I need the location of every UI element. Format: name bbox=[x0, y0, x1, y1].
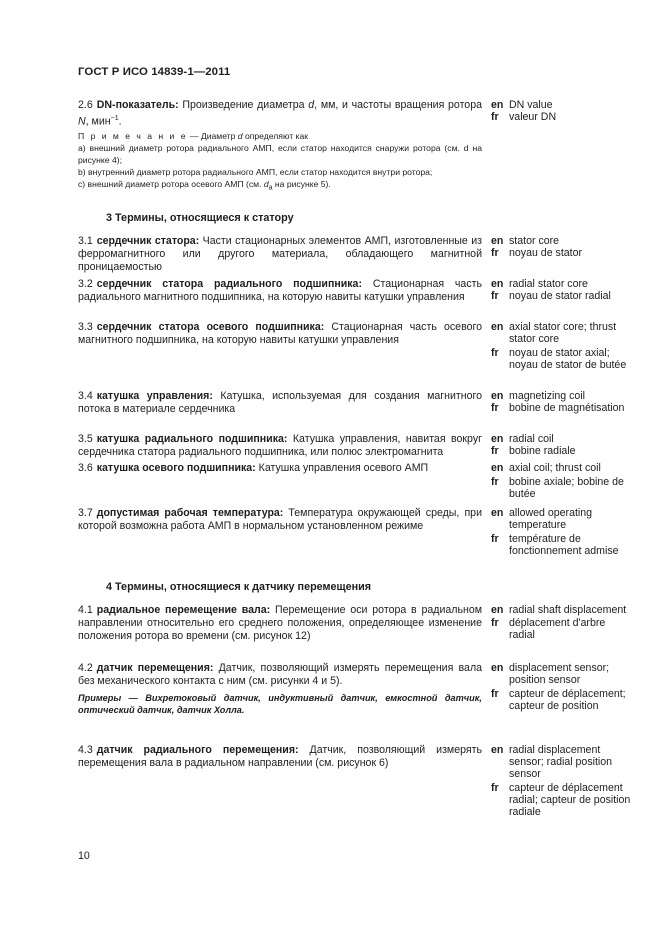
lang-3-4 bbox=[491, 390, 631, 414]
lang-code-fr: fr bbox=[491, 782, 499, 794]
lang-4-1 bbox=[491, 604, 631, 641]
lang-code-fr: fr bbox=[491, 533, 499, 545]
section-3-heading: 3 Термины, относящиеся к статору bbox=[106, 212, 294, 224]
entry-definition: Катушка управления осевого АМП bbox=[255, 462, 429, 474]
lang-code-en: en bbox=[491, 507, 504, 519]
section-4-heading: 4 Термины, относящиеся к датчику перемещения bbox=[106, 581, 372, 593]
term-en: DN value bbox=[509, 99, 553, 111]
term-en: axial coil; thrust coil bbox=[509, 462, 601, 474]
entry-number: 4.3 bbox=[78, 744, 93, 756]
lang-code-en: en bbox=[491, 390, 504, 402]
lang-code-en: en bbox=[491, 744, 504, 756]
term-en: radial coil bbox=[509, 433, 554, 445]
entry-term: сердечник статора: bbox=[96, 235, 200, 247]
term-en: radial shaft displacement bbox=[509, 604, 627, 616]
entry-term: датчик радиального перемещения: bbox=[96, 744, 299, 756]
term-fr: bobine axiale; bobine de butée bbox=[509, 476, 624, 500]
entry-definition: Перемещение оси ротора в радиальном направлении относительно его среднего положения, определяющее изменение положения ротора во времени (см. рисунок 12) bbox=[78, 604, 482, 642]
entry-term: катушка радиального подшипника: bbox=[96, 433, 288, 445]
term-fr: valeur DN bbox=[509, 111, 557, 123]
term-fr: température de fonctionnement admise bbox=[509, 533, 619, 557]
entry-number: 3.4 bbox=[78, 390, 93, 402]
entry-3-1 bbox=[78, 235, 482, 274]
term-en: radial displacement sensor; radial position sensor bbox=[509, 744, 613, 780]
var-N: N bbox=[78, 115, 86, 128]
entry-3-2 bbox=[78, 278, 482, 304]
note-item-b: b) внутренний диаметр ротора радиального АМП, если статор находится внутри ротора; bbox=[78, 167, 433, 177]
entry-number: 3.3 bbox=[78, 321, 93, 333]
entry-definition: Температура окружающей среды, при которой возможна работа АМП в нормальном установленном режиме bbox=[78, 507, 482, 532]
entry-number: 3.7 bbox=[78, 507, 93, 519]
term-en: magnetizing coil bbox=[509, 390, 585, 402]
entry-number: 4.2 bbox=[78, 662, 93, 674]
entry-term: допустимая рабочая температура: bbox=[96, 507, 284, 519]
entry-3-6 bbox=[78, 462, 482, 475]
lang-code-fr: fr bbox=[491, 445, 499, 457]
entry-term: радиальное перемещение вала: bbox=[96, 604, 271, 616]
entry-definition: Стационарная часть радиального магнитного подшипника, на которую навиты катушки управления bbox=[78, 278, 482, 303]
lang-code-fr: fr bbox=[491, 247, 499, 259]
entry-4-3 bbox=[78, 744, 482, 770]
term-en: displacement sensor; position sensor bbox=[509, 662, 610, 686]
lang-code-fr: fr bbox=[491, 290, 499, 302]
entry-4-1 bbox=[78, 604, 482, 643]
term-fr: bobine radiale bbox=[509, 445, 576, 457]
term-fr: bobine de magnétisation bbox=[509, 402, 625, 414]
entry-number: 2.6 bbox=[78, 99, 93, 111]
entry-3-5 bbox=[78, 433, 482, 459]
entry-definition: Датчик, позволяющий измерять перемещения вала без механического контакта с ним (см. рисунки 4 и 5). bbox=[78, 662, 483, 687]
lang-code-en: en bbox=[491, 433, 504, 445]
lang-code-fr: fr bbox=[491, 688, 499, 700]
entry-number: 3.5 bbox=[78, 433, 93, 445]
lang-4-2 bbox=[491, 662, 631, 712]
lang-3-7 bbox=[491, 507, 631, 557]
entry-3-7 bbox=[78, 507, 482, 533]
note-intro-end: определяют как bbox=[242, 131, 309, 141]
lang-3-6 bbox=[491, 462, 631, 500]
examples-4-2: Примеры — Вихретоковый датчик, индуктивный датчик, емкостной датчик, оптический датчик, датчик Холла. bbox=[78, 693, 482, 715]
lang-code-en: en bbox=[491, 462, 504, 474]
lang-3-1 bbox=[491, 235, 631, 259]
entry-4-2 bbox=[78, 662, 482, 688]
var-d: d bbox=[237, 131, 243, 141]
note-item-c-end: на рисунке 5). bbox=[272, 179, 331, 189]
entry-definition-end: . bbox=[118, 115, 122, 128]
note-intro: — Диаметр bbox=[187, 131, 238, 141]
note-item-a: a) внешний диаметр ротора радиального АМП, если статор находится снаружи ротора (см. d на рисунке 4); bbox=[78, 143, 482, 165]
entry-definition: Части стационарных элементов АМП, изготовленные из ферромагнитного или другого материала, обладающего магнитной проницаемостью bbox=[78, 235, 482, 273]
entry-definition: Катушка, используемая для создания магнитного потока в материале сердечника bbox=[78, 390, 482, 415]
lang-code-en: en bbox=[491, 662, 504, 674]
lang-2-6 bbox=[491, 99, 631, 123]
term-en: axial stator core; thrust stator core bbox=[509, 321, 617, 345]
entry-definition: Датчик, позволяющий измерять перемещения вала в радиальном направлении (см. рисунок 6) bbox=[78, 744, 482, 769]
term-fr: noyau de stator radial bbox=[509, 290, 611, 302]
entry-definition: Стационарная часть осевого магнитного подшипника, на которую навиты катушки управления bbox=[78, 321, 482, 346]
entry-term: датчик перемещения: bbox=[96, 662, 214, 674]
lang-code-en: en bbox=[491, 99, 504, 111]
var-d: d bbox=[308, 99, 315, 111]
term-fr: déplacement d'arbre radial bbox=[509, 617, 606, 641]
entry-number: 3.2 bbox=[78, 278, 93, 290]
term-fr: capteur de déplacement; capteur de position bbox=[509, 688, 626, 712]
entry-2-6 bbox=[78, 99, 482, 129]
lang-code-en: en bbox=[491, 321, 504, 333]
term-en: stator core bbox=[509, 235, 560, 247]
lang-code-fr: fr bbox=[491, 402, 499, 414]
entry-number: 3.6 bbox=[78, 462, 93, 474]
entry-number: 3.1 bbox=[78, 235, 93, 247]
lang-code-en: en bbox=[491, 235, 504, 247]
subscript: a bbox=[268, 184, 273, 192]
superscript: −1 bbox=[110, 115, 119, 122]
entry-definition: Катушка управления, навитая вокруг сердечника статора радиального подшипника, или полюс электромагнита bbox=[78, 433, 482, 458]
term-en: allowed operating temperature bbox=[509, 507, 593, 531]
entry-term: сердечник статора осевого подшипника: bbox=[96, 321, 325, 333]
var-d: d bbox=[263, 179, 269, 189]
lang-code-fr: fr bbox=[491, 476, 499, 488]
lang-3-3 bbox=[491, 321, 631, 371]
term-fr: noyau de stator bbox=[509, 247, 583, 259]
entry-definition: Произведение диаметра bbox=[182, 99, 305, 111]
lang-code-fr: fr bbox=[491, 347, 499, 359]
entry-definition-cont: , мин bbox=[85, 115, 111, 128]
lang-code-fr: fr bbox=[491, 617, 499, 629]
entry-term: катушка осевого подшипника: bbox=[96, 462, 256, 474]
lang-code-en: en bbox=[491, 604, 504, 616]
entry-term: DN-показатель: bbox=[96, 99, 179, 111]
entry-number: 4.1 bbox=[78, 604, 93, 616]
note-2-6 bbox=[78, 130, 482, 195]
entry-definition-cont: , мм, и частоты вращения ротора bbox=[314, 99, 482, 111]
page-number: 10 bbox=[78, 850, 90, 862]
document-header: ГОСТ Р ИСО 14839-1—2011 bbox=[78, 66, 231, 78]
term-fr: capteur de déplacement radial; capteur de position radiale bbox=[509, 782, 631, 818]
lang-code-fr: fr bbox=[491, 111, 499, 123]
entry-term: катушка управления: bbox=[96, 390, 213, 402]
lang-code-en: en bbox=[491, 278, 504, 290]
lang-3-5 bbox=[491, 433, 631, 457]
entry-3-3 bbox=[78, 321, 482, 347]
term-en: radial stator core bbox=[509, 278, 588, 290]
lang-4-3 bbox=[491, 744, 631, 818]
term-fr: noyau de stator axial; noyau de stator de butée bbox=[509, 347, 627, 371]
note-label: П р и м е ч а н и е bbox=[78, 131, 188, 141]
note-item-c: c) внешний диаметр ротора осевого АМП (см. bbox=[78, 179, 264, 189]
lang-3-2 bbox=[491, 278, 631, 302]
entry-3-4 bbox=[78, 390, 482, 416]
entry-term: сердечник статора радиального подшипника: bbox=[96, 278, 362, 290]
